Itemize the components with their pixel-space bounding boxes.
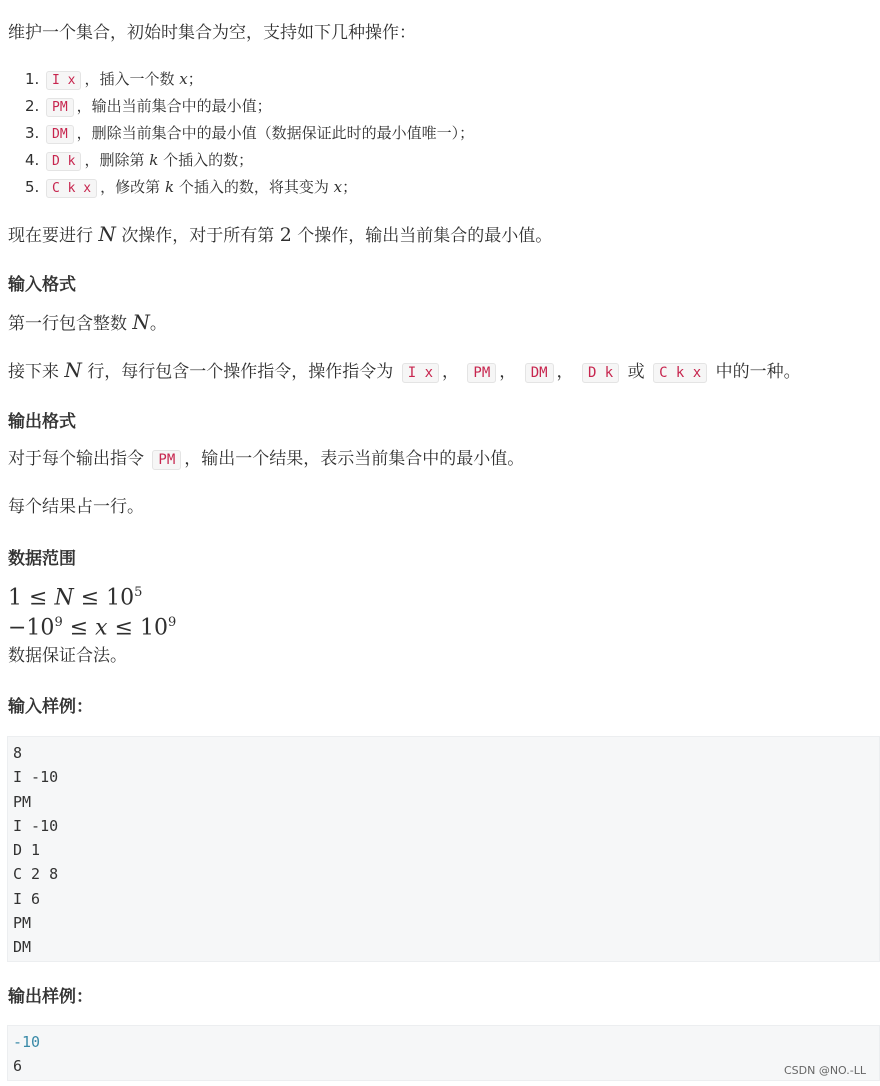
code-inline: I x xyxy=(402,363,439,383)
code-inline: PM xyxy=(467,363,496,383)
task-text: 现在要进行 N 次操作，对于所有第 2 个操作，输出当前集合的最小值。 xyxy=(8,222,553,246)
code-inline: DM xyxy=(525,363,554,383)
list-item: 4. D k ，删除第 k 个插入的数； xyxy=(25,151,254,169)
list-item: 5. C k x ，修改第 k 个插入的数，将其变为 x； xyxy=(25,178,358,196)
code-inline: D k xyxy=(582,363,619,383)
output-format-line2: 每个结果占一行。 xyxy=(8,497,144,517)
input-format-heading: 输入格式 xyxy=(8,275,76,295)
list-item: 3. DM ，删除当前集合中的最小值（数据保证此时的最小值唯一）； xyxy=(25,124,475,142)
range-formula-2: $-10^9 \le x \le 10^9$ xyxy=(8,615,177,641)
code-line: PM xyxy=(13,792,32,811)
code-line: PM xyxy=(13,914,32,933)
code-inline: D k xyxy=(46,152,81,171)
code-line: DM xyxy=(13,938,32,957)
watermark: CSDN @NO.-LL xyxy=(783,1064,866,1077)
code-inline: C k x xyxy=(653,363,707,383)
range-formula-1: $1 \le N \le 10^5$ xyxy=(8,585,143,611)
code-inline: C k x xyxy=(46,179,97,198)
code-line: I -10 xyxy=(13,768,59,787)
range-heading: 数据范围 xyxy=(8,549,76,569)
output-format-line1: 对于每个输出指令 PM ，输出一个结果，表示当前集合中的最小值。 xyxy=(8,449,525,469)
code-inline: PM xyxy=(46,98,74,117)
input-format-line1: 第一行包含整数 N。 xyxy=(8,310,167,334)
code-inline: PM xyxy=(152,450,181,470)
code-line: -10 xyxy=(13,1033,41,1051)
code-inline: DM xyxy=(46,125,74,144)
code-line: 8 xyxy=(13,744,23,762)
list-item: 2. PM ，输出当前集合中的最小值； xyxy=(25,97,272,115)
sample-output-heading: 输出样例： xyxy=(8,987,93,1007)
sample-input-block xyxy=(7,736,880,962)
sample-output-block xyxy=(7,1025,880,1081)
list-item: 1. I x ，插入一个数 x； xyxy=(25,70,203,88)
input-format-line2: 接下来 N 行，每行包含一个操作指令，操作指令为 I x ， PM ， DM ， D k 或 C k x 中的一种。 xyxy=(8,358,801,382)
output-format-heading: 输出格式 xyxy=(8,412,76,432)
code-line: D 1 xyxy=(13,841,41,860)
intro-text: 维护一个集合，初始时集合为空，支持如下几种操作： xyxy=(8,23,416,43)
range-note: 数据保证合法。 xyxy=(8,646,127,666)
code-line: C 2 8 xyxy=(13,865,59,884)
code-line: I -10 xyxy=(13,816,59,835)
code-inline: I x xyxy=(46,71,81,90)
code-line: I 6 xyxy=(13,889,41,908)
code-line: 6 xyxy=(13,1057,23,1076)
sample-input-heading: 输入样例： xyxy=(8,697,93,717)
